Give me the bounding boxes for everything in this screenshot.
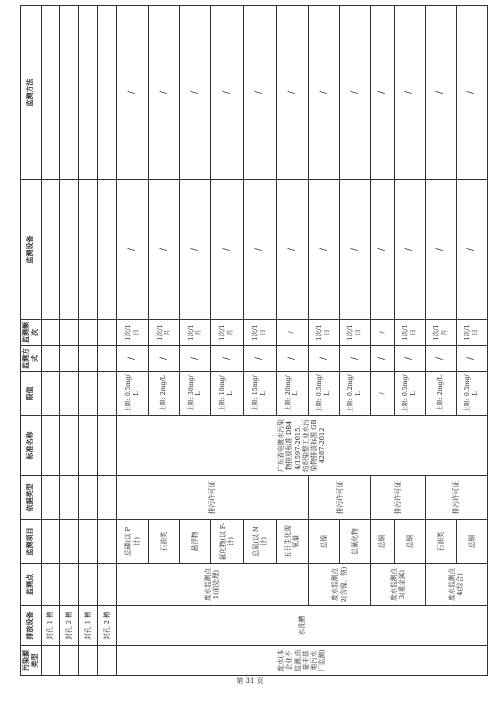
device-cell: / [276, 180, 309, 320]
item-cell: 总铜 [394, 520, 425, 564]
freq-cell: 1次/1月 [211, 320, 244, 346]
empty-cell [41, 6, 60, 180]
equipment-cell: 封孔 2 槽 [97, 606, 116, 646]
limit-cell: 上限: 0.2mg/L [340, 372, 371, 416]
mode-cell: / [340, 346, 371, 372]
table-row [425, 6, 456, 676]
empty-cell [60, 372, 79, 416]
empty-cell [97, 416, 116, 476]
empty-cell [79, 416, 98, 476]
empty-cell [97, 346, 116, 372]
page-number: 第 31 页 [236, 677, 264, 685]
mode-cell: / [309, 346, 340, 372]
device-cell: / [340, 180, 371, 320]
item-cell: 石油类 [149, 520, 180, 564]
limit-cell: 上限: 15mg/L [243, 372, 276, 416]
empty-cell [60, 320, 79, 346]
mode-cell: / [116, 346, 149, 372]
item-cell: 总氮(以 N 计) [243, 520, 276, 564]
monitoring-point-cell: 废水监测点 1(前处理) [116, 564, 308, 606]
empty-cell [41, 520, 60, 564]
freq-cell: 1次/1日 [116, 320, 149, 346]
device-cell: / [116, 180, 149, 320]
device-cell: / [425, 180, 456, 320]
table-row [97, 6, 116, 676]
empty-cell [60, 476, 79, 520]
monitoring-table [20, 5, 488, 676]
empty-cell [41, 564, 60, 606]
mode-cell: / [276, 346, 309, 372]
freq-cell: 1次/1日 [456, 320, 487, 346]
device-cell: / [371, 180, 395, 320]
standard-cell: 广东省电镀水污染物排放标准 DB44/1597-2015、纺织染整工业水污染物排放标准 GB 4287-2012 [116, 416, 487, 476]
header-mode: 监测方式 [21, 346, 42, 372]
header-equipment: 排放设备 [21, 606, 42, 646]
limit-cell: 上限: 2mg/L [425, 372, 456, 416]
item-cell: 五日生化需氧量 [276, 520, 309, 564]
empty-cell [79, 320, 98, 346]
method-cell: / [394, 6, 425, 180]
item-cell: 总铜 [371, 520, 395, 564]
equipment-cell: 封孔 2 槽 [60, 606, 79, 646]
basis-cell: 排污许可证 [116, 476, 308, 520]
table-body [41, 6, 488, 676]
empty-cell [79, 6, 98, 180]
mode-cell: / [211, 346, 244, 372]
method-cell: / [116, 6, 149, 180]
header-device: 监测设备 [21, 180, 42, 320]
header-basis: 依据类型 [21, 476, 42, 520]
rotated-page [20, 6, 488, 676]
limit-cell: 上限: 2mg/L [149, 372, 180, 416]
method-cell: / [309, 6, 340, 180]
item-cell: 悬浮物 [180, 520, 211, 564]
empty-cell [97, 180, 116, 320]
table-row [116, 6, 149, 676]
header-method: 监测方法 [21, 6, 42, 180]
device-cell: / [243, 180, 276, 320]
empty-cell [41, 320, 60, 346]
header-item: 监测项目 [21, 520, 42, 564]
empty-cell [97, 646, 116, 676]
freq-cell: 1次/1日 [394, 320, 425, 346]
freq-cell: 1次/1月 [180, 320, 211, 346]
empty-cell [97, 372, 116, 416]
empty-cell [79, 346, 98, 372]
limit-cell: / [371, 372, 395, 416]
limit-cell: 上限: 0.5mg/L [394, 372, 425, 416]
mode-cell: / [243, 346, 276, 372]
limit-cell: 上限: 0.5mg/L [309, 372, 340, 416]
method-cell: / [340, 6, 371, 180]
empty-cell [97, 6, 116, 180]
header-row [21, 6, 42, 676]
empty-cell [41, 476, 60, 520]
method-cell: / [371, 6, 395, 180]
empty-cell [79, 520, 98, 564]
device-cell: / [394, 180, 425, 320]
method-cell: / [276, 6, 309, 180]
freq-cell: 1次/1月 [425, 320, 456, 346]
mode-cell: / [149, 346, 180, 372]
table-row [309, 6, 340, 676]
empty-cell [79, 476, 98, 520]
mode-cell: / [425, 346, 456, 372]
device-cell: / [456, 180, 487, 320]
method-cell: / [456, 6, 487, 180]
basis-cell: 排污许可证 [371, 476, 426, 520]
header-point: 监测点 [21, 564, 42, 606]
freq-cell: 1次/1月 [149, 320, 180, 346]
method-cell: / [243, 6, 276, 180]
mode-cell: / [371, 346, 395, 372]
mode-cell: / [180, 346, 211, 372]
mode-cell: / [394, 346, 425, 372]
method-cell: / [211, 6, 244, 180]
method-cell: / [180, 6, 211, 180]
empty-cell [97, 520, 116, 564]
header-freq: 监测频次 [21, 320, 42, 346]
empty-cell [79, 180, 98, 320]
freq-cell: 1次/1日 [243, 320, 276, 346]
limit-cell: 上限: 10mg/L [211, 372, 244, 416]
freq-cell: / [371, 320, 395, 346]
monitoring-point-cell: 废水监测点 3(重金属) [371, 564, 426, 606]
empty-cell [60, 6, 79, 180]
empty-cell [60, 564, 79, 606]
empty-cell [97, 476, 116, 520]
item-cell: 石油类 [425, 520, 456, 564]
item-cell: 总氰化物 [340, 520, 371, 564]
header-type: 污染源类型 [21, 646, 42, 676]
limit-cell: 上限: 0.5mg/L [456, 372, 487, 416]
empty-cell [60, 416, 79, 476]
equipment-cell: 封孔 1 槽 [41, 606, 60, 646]
device-cell: / [180, 180, 211, 320]
device-cell: / [211, 180, 244, 320]
empty-cell [97, 564, 116, 606]
table-row [371, 6, 395, 676]
source-type-cell: 废水(本企业不监测,由豪丰基地污水厂监测) [116, 646, 487, 676]
table-row [41, 6, 60, 676]
device-cell: / [149, 180, 180, 320]
empty-cell [60, 346, 79, 372]
mode-cell: / [456, 346, 487, 372]
item-cell: 总磷(以 P 计) [116, 520, 149, 564]
header-standard: 标准名称 [21, 416, 42, 476]
empty-cell [41, 416, 60, 476]
empty-cell [97, 320, 116, 346]
empty-cell [41, 646, 60, 676]
limit-cell: 上限: 20mg/L [276, 372, 309, 416]
empty-cell [41, 346, 60, 372]
empty-cell [41, 180, 60, 320]
monitoring-point-cell: 废水监测点 2(含镍、铬) [309, 564, 371, 606]
freq-cell: 1次/1日 [309, 320, 340, 346]
equipment-cell: 封孔 1 槽 [79, 606, 98, 646]
method-cell: / [149, 6, 180, 180]
freq-cell: / [276, 320, 309, 346]
limit-cell: 上限: 0.5mg/L [116, 372, 149, 416]
empty-cell [41, 372, 60, 416]
table-row [60, 6, 79, 676]
monitoring-point-cell: 废水监测点 4(综合) [425, 564, 487, 606]
empty-cell [60, 180, 79, 320]
empty-cell [79, 564, 98, 606]
empty-cell [60, 646, 79, 676]
item-cell: 氟化物(以 F-计) [211, 520, 244, 564]
empty-cell [60, 520, 79, 564]
basis-cell: 排污许可证 [309, 476, 371, 520]
limit-cell: 上限: 30mg/L [180, 372, 211, 416]
table-row [79, 6, 98, 676]
equipment-cell: 水洗槽 [116, 606, 487, 646]
item-cell: 总镍 [309, 520, 340, 564]
device-cell: / [309, 180, 340, 320]
header-limit: 限值 [21, 372, 42, 416]
basis-cell: 排污许可证 [425, 476, 487, 520]
empty-cell [79, 372, 98, 416]
method-cell: / [425, 6, 456, 180]
empty-cell [79, 646, 98, 676]
item-cell: 总铜 [456, 520, 487, 564]
freq-cell: 1次/1日 [340, 320, 371, 346]
